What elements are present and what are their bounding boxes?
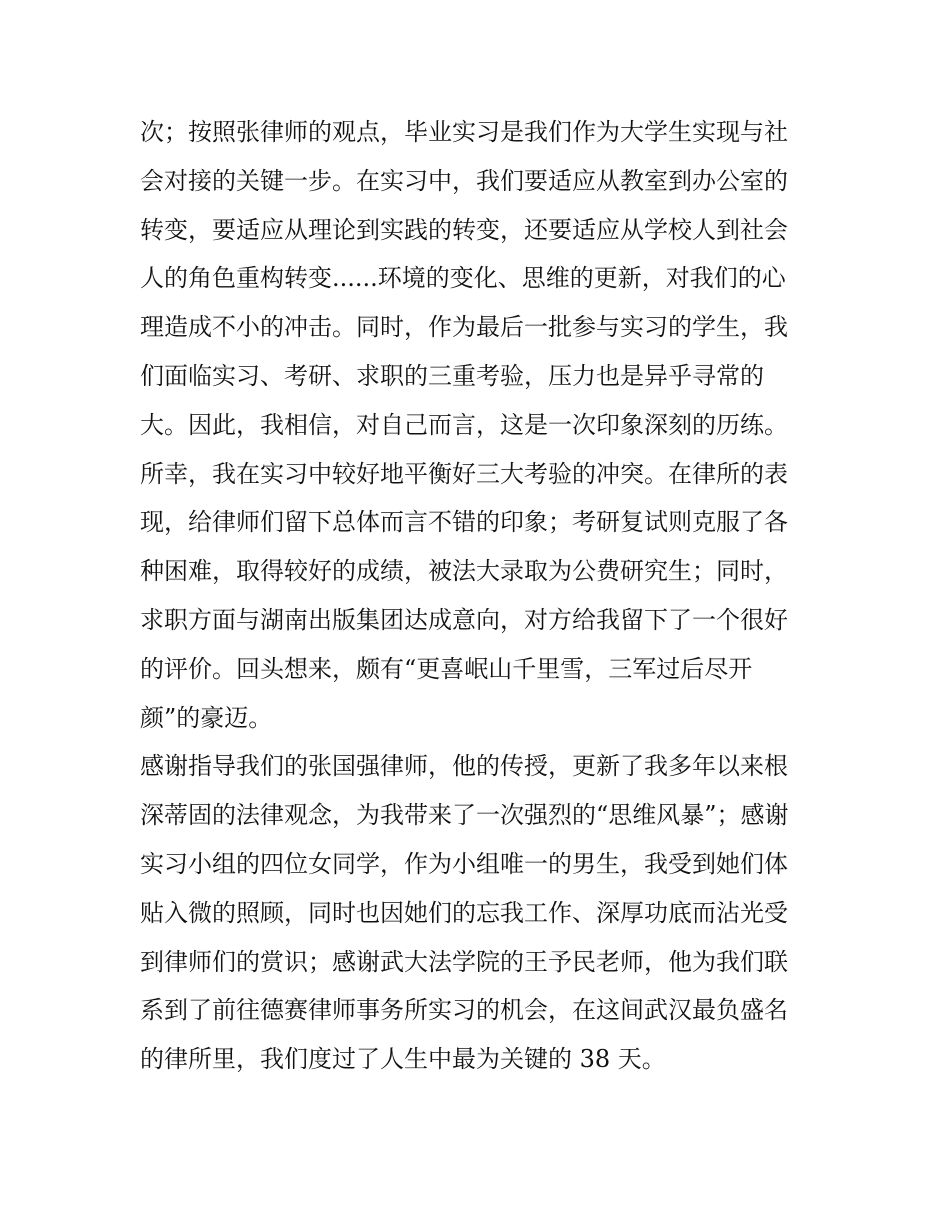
text-line: 转变，要适应从理论到实践的转变，还要适应从学校人到社会 [140,215,788,244]
text-line: 大。因此，我相信，对自己而言，这是一次印象深刻的历练。 [140,410,788,439]
text-line: 感谢指导我们的张国强律师，他的传授，更新了我多年以来根 [140,752,788,781]
text-line: 所幸，我在实习中较好地平衡好三大考验的冲突。在律所的表 [140,459,788,488]
text-line: 的评价。回头想来，颇有“更喜岷山千里雪，三军过后尽开 [140,654,753,683]
text-line: 求职方面与湖南出版集团达成意向，对方给我留下了一个很好 [140,605,788,634]
text-line: 的律所里，我们度过了人生中最为关键的 38 天。 [140,1045,666,1074]
text-line: 现，给律师们留下总体而言不错的印象；考研复试则克服了各 [140,508,788,537]
body-text [140,108,820,1084]
text-line: 到律师们的赏识；感谢武大法学院的王予民老师，他为我们联 [140,947,788,976]
text-line: 颜”的豪迈。 [140,703,273,732]
text-line: 们面临实习、考研、求职的三重考验，压力也是异乎寻常的 [140,361,764,390]
text-line: 人的角色重构转变......环境的变化、思维的更新，对我们的心 [140,264,786,293]
text-line: 实习小组的四位女同学，作为小组唯一的男生，我受到她们体 [140,849,788,878]
text-line: 深蒂固的法律观念，为我带来了一次强烈的“思维风暴”；感谢 [140,801,789,830]
text-line: 会对接的关键一步。在实习中，我们要适应从教室到办公室的 [140,166,788,195]
text-line: 种困难，取得较好的成绩，被法大录取为公费研究生；同时， [140,557,788,586]
text-line: 理造成不小的冲击。同时，作为最后一批参与实习的学生，我 [140,313,788,342]
text-line: 贴入微的照顾，同时也因她们的忘我工作、深厚功底而沾光受 [140,898,788,927]
text-line: 系到了前往德赛律师事务所实习的机会，在这间武汉最负盛名 [140,996,788,1025]
text-line: 次；按照张律师的观点，毕业实习是我们作为大学生实现与社 [140,118,788,146]
